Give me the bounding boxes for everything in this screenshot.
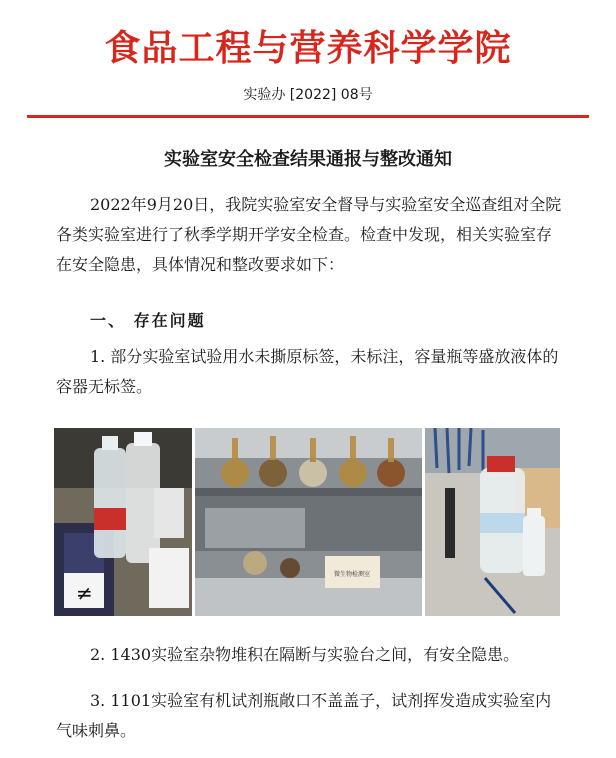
institution-title: 食品工程与营养科学学院 [104,27,512,69]
photo-water-bottles [54,428,192,616]
photo-pipettes-bottle [425,428,560,616]
photo-strip [54,428,560,616]
photo-sign-label: 微生物检测室 [333,571,371,578]
problem-item-3: 3. 1101实验室有机试剂瓶敞口不盖盖子，试剂挥发造成实验室内气味刺鼻。 [56,691,552,740]
problem-item-2: 2. 1430实验室杂物堆积在隔断与实验台之间，有安全隐患。 [90,645,520,664]
svg-text:≠: ≠ [76,581,93,605]
notice-title: 实验室安全检查结果通报与整改通知 [164,149,452,170]
document-number: 实验办 [2022] 08号 [243,87,373,103]
problem-item-1: 1. 部分实验室试验用水未撕原标签，未标注，容量瓶等盛放液体的容器无标签。 [56,347,559,396]
header-divider [27,115,589,118]
intro-paragraph: 2022年9月20日，我院实验室安全督导与实验室安全巡查组对全院各类实验室进行了秋季学期开学安全检查。检查中发现，相关实验室存在安全隐患，具体情况和整改要求如下： [56,195,562,274]
photo-volumetric-flasks [195,428,422,616]
section-heading-problems: 一、 存在问题 [90,311,206,330]
